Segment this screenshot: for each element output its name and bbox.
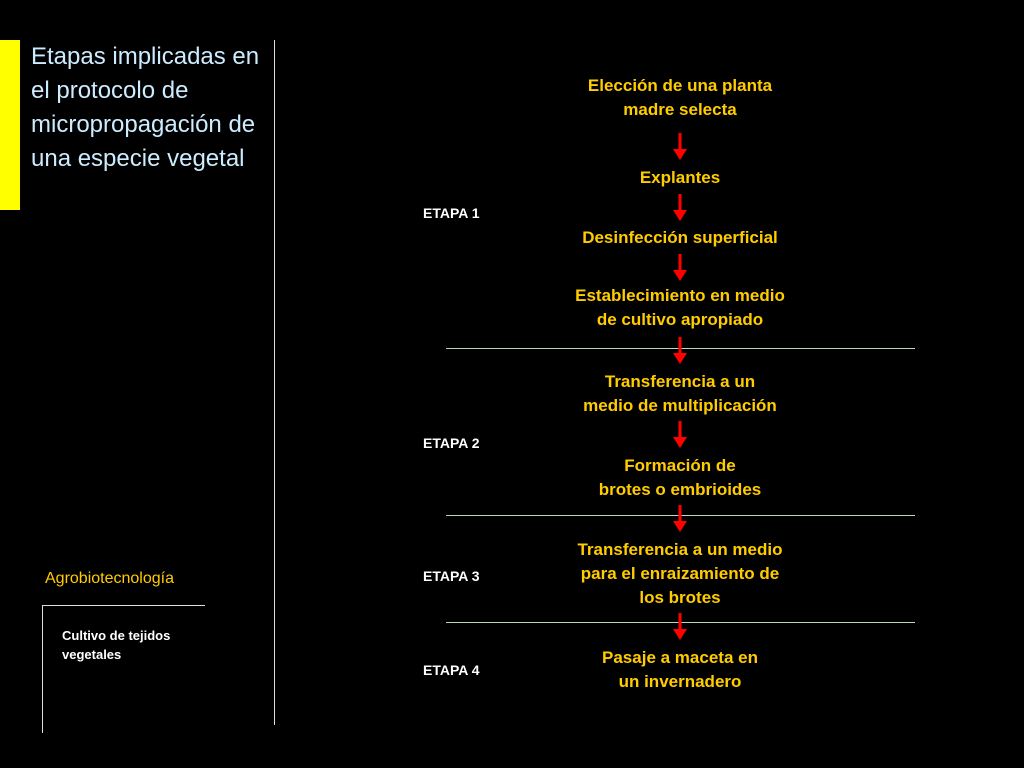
stage-label-2: ETAPA 2	[423, 435, 480, 451]
subject-box-left-border	[42, 605, 43, 733]
subject-box-top-border	[42, 605, 205, 606]
step-3	[530, 226, 830, 250]
step-8	[530, 646, 830, 694]
step-5-line-2: medio de multiplicación	[583, 396, 777, 415]
down-arrow-icon	[672, 505, 688, 532]
step-6	[530, 454, 830, 502]
step-6-line-1: Formación de	[624, 456, 736, 475]
step-7-line-1: Transferencia a un medio	[577, 540, 783, 559]
step-1-line-2: madre selecta	[623, 100, 737, 119]
down-arrow-icon	[672, 254, 688, 281]
down-arrow-icon	[672, 613, 688, 640]
step-7-line-2: para el enraizamiento de	[580, 564, 780, 583]
vertical-divider	[274, 40, 275, 725]
down-arrow-icon	[672, 421, 688, 448]
step-5-line-1: Transferencia a un	[604, 372, 756, 391]
step-7	[530, 538, 830, 610]
step-5	[530, 370, 830, 418]
step-7-line-3: los brotes	[639, 588, 721, 607]
step-8-line-1: Pasaje a maceta en	[602, 648, 758, 667]
step-1	[530, 74, 830, 122]
stage-label-4: ETAPA 4	[423, 662, 480, 678]
subject-label: Agrobiotecnología	[45, 570, 174, 587]
step-4	[530, 284, 830, 332]
stage-label-1: ETAPA 1	[423, 205, 480, 221]
step-6-line-2: brotes o embrioides	[598, 480, 762, 499]
step-2-line-1: Explantes	[639, 168, 721, 187]
step-3-line-1: Desinfección superficial	[582, 228, 778, 247]
step-1-line-1: Elección de una planta	[587, 76, 773, 95]
step-4-line-2: de cultivo apropiado	[596, 310, 764, 329]
down-arrow-icon	[672, 194, 688, 221]
step-8-line-2: un invernadero	[618, 672, 742, 691]
down-arrow-icon	[672, 337, 688, 364]
slide-title: Etapas implicadas en el protocolo de micropropagación de una especie vegetal	[31, 43, 260, 172]
accent-bar	[0, 40, 20, 210]
down-arrow-icon	[672, 133, 688, 160]
topic-note: Cultivo de tejidos vegetales	[62, 628, 171, 662]
stage-label-3: ETAPA 3	[423, 568, 480, 584]
step-4-line-1: Establecimiento en medio	[575, 286, 785, 305]
step-2	[530, 166, 830, 190]
